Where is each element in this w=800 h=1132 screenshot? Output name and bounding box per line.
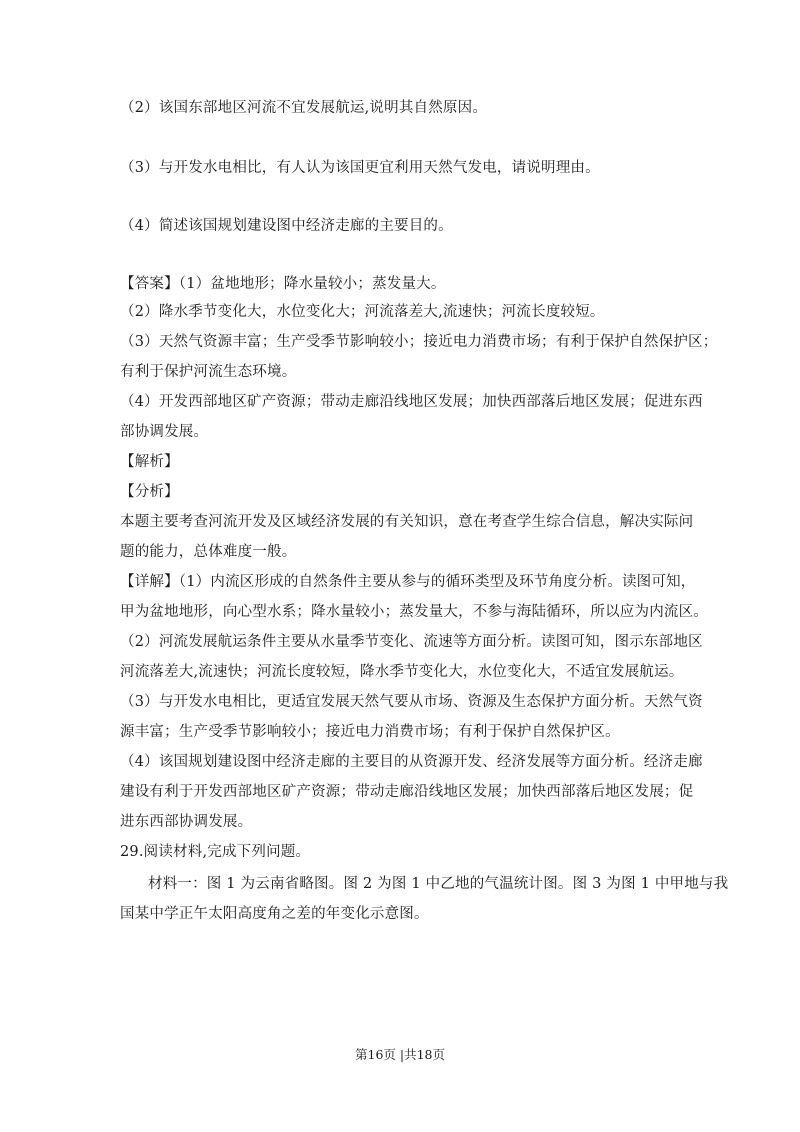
answer-line-5: （4）开发西部地区矿产资源；带动走廊沿线地区发展；加快西部落后地区发展；促进东西 [120, 394, 703, 410]
detail-line-1: 【详解】（1）内流区形成的自然条件主要从参与的循环类型及环节角度分析。读图可知， [120, 574, 696, 590]
answer-line-1: 【答案】（1）盆地地形；降水量较小；蒸发量大。 [120, 276, 446, 292]
detail-line-4: 河流落差大,流速快；河流长度较短，降水季节变化大，水位变化大，不适宜发展航运。 [120, 664, 684, 680]
analysis-heading: 【解析】 [120, 454, 179, 470]
question-2: （2）该国东部地区河流不宜发展航运,说明其自然原因。 [120, 100, 488, 116]
page-footer: 第16页 |共18页 [355, 1047, 445, 1062]
question-4: （4）简述该国规划建设图中经济走廊的主要目的。 [120, 218, 453, 234]
detail-line-7: （4）该国规划建设图中经济走廊的主要目的从资源开发、经济发展等方面分析。经济走廊 [120, 754, 703, 770]
material-line-2: 国某中学正午太阳高度角之差的年变化示意图。 [120, 906, 429, 922]
detail-line-9: 进东西部协调发展。 [120, 814, 253, 830]
detail-line-5: （3）与开发水电相比，更适宜发展天然气要从市场、资源及生态保护方面分析。天然气资 [120, 694, 703, 710]
question-3: （3）与开发水电相比，有人认为该国更宜利用天然气发电，请说明理由。 [120, 160, 600, 176]
detail-line-8: 建设有利于开发西部地区矿产资源；带动走廊沿线地区发展；加快西部落后地区发展；促 [120, 784, 694, 800]
question-29-title: 29.阅读材料,完成下列问题。 [120, 844, 311, 860]
answer-line-2: （2）降水季节变化大，水位变化大；河流落差大,流速快；河流长度较短。 [120, 304, 605, 320]
analysis-line-2: 题的能力，总体难度一般。 [120, 544, 297, 560]
detail-line-3: （2）河流发展航运条件主要从水量季节变化、流速等方面分析。读图可知，图示东部地区 [120, 634, 703, 650]
material-line-1: 材料一：图 1 为云南省略图。图 2 为图 1 中乙地的气温统计图。图 3 为图 1 中甲地与我 [148, 876, 729, 892]
answer-line-3: （3）天然气资源丰富；生产受季节影响较小；接近电力消费市场；有利于保护自然保护区； [120, 334, 718, 350]
detail-line-6: 源丰富；生产受季节影响较小；接近电力消费市场；有利于保护自然保护区。 [120, 724, 620, 740]
answer-line-6: 部协调发展。 [120, 424, 209, 440]
analysis-sub-heading: 【分析】 [120, 484, 179, 500]
analysis-line-1: 本题主要考查河流开发及区域经济发展的有关知识，意在考查学生综合信息，解决实际问 [120, 514, 694, 530]
answer-line-4: 有利于保护河流生态环境。 [120, 364, 297, 380]
detail-line-2: 甲为盆地地形，向心型水系；降水量较小；蒸发量大，不参与海陆循环，所以应为内流区。 [120, 604, 708, 620]
